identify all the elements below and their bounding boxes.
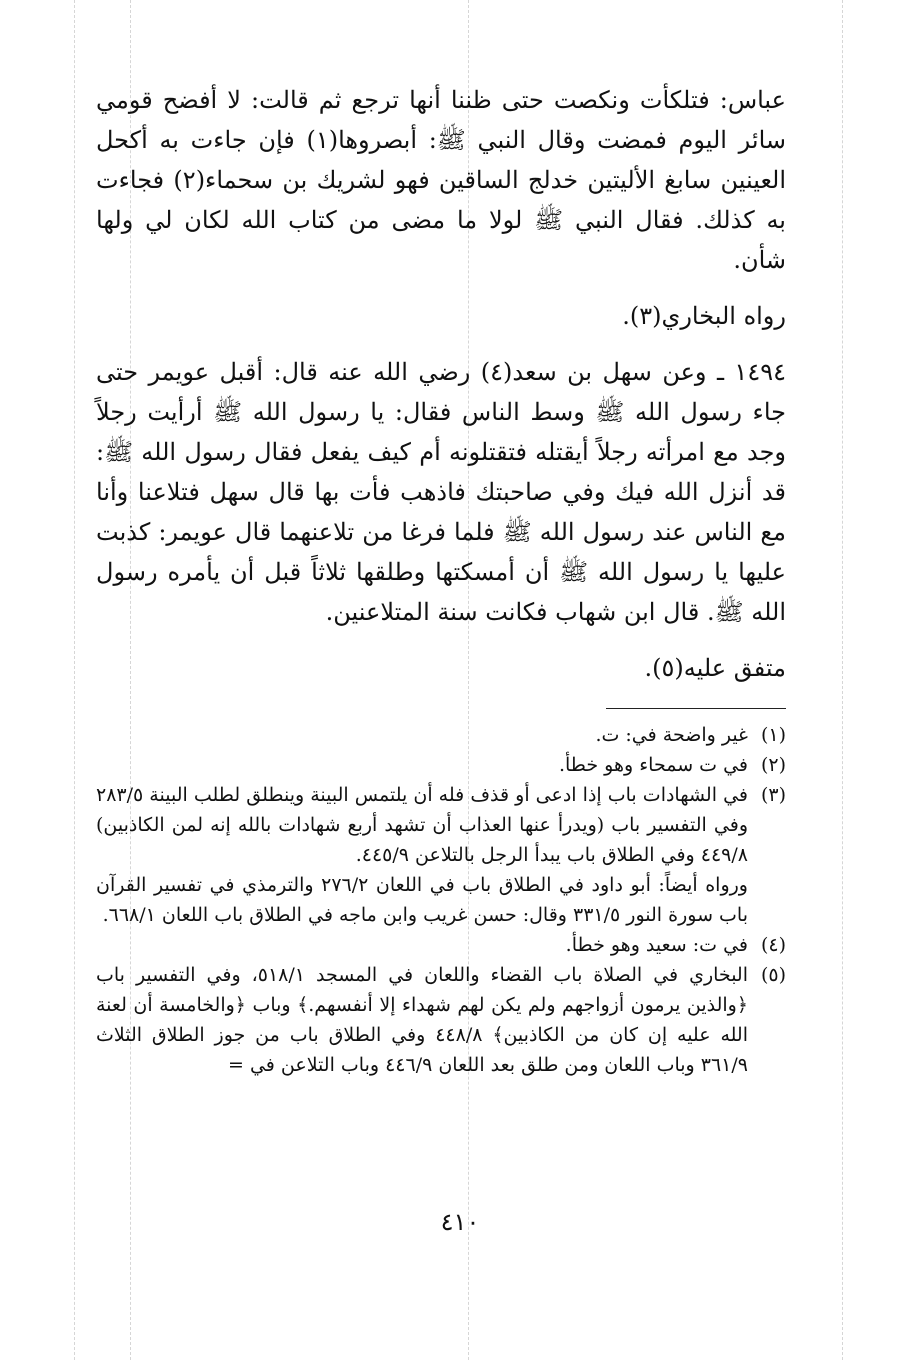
footnote-number: (١) — [760, 724, 786, 746]
main-text — [96, 80, 786, 688]
footnote-text: في ت: سعيد وهو خطأ. — [565, 934, 748, 956]
footnote-text: في الشهادات باب إذا ادعى أو قذف فله أن يلتمس البينة وينطلق لطلب البينة ٢٨٣/٥ وفي التفسير باب (ويدرأ عنها العذاب أن تشهد أربع شهادات بالله إنه لمن الكاذبين) ٤٤٩/٨ وفي الطلاق باب يبدأ الرجل بالتلاعن ٤٤٥/٩. — [96, 784, 748, 866]
hadith-paragraph: عباس: فتلكأت ونكصت حتى ظننا أنها ترجع ثم قالت: لا أفضح قومي سائر اليوم فمضت وقال النبي ﷺ: أبصروها(١) فإن جاءت به أكحل العينين سابغ الأليتين خدلج الساقين فهو لشريك بن سحماء(٢) فجاءت به كذلك. فقال النبي ﷺ لولا ما مضى من كتاب الله لكان لي ولها شأن. — [96, 86, 786, 274]
footnote — [96, 750, 786, 780]
page-number: ٤١٠ — [440, 1208, 480, 1236]
footnote-continuation — [96, 870, 786, 930]
hadith-paragraph: ١٤٩٤ ـ وعن سهل بن سعد(٤) رضي الله عنه قال: أقبل عويمر حتى جاء رسول الله ﷺ وسط الناس فقال: يا رسول الله ﷺ أرأيت رجلاً وجد مع امرأته رجلاً أيقتله فتقتلونه أم كيف يفعل فقال رسول الله ﷺ: قد أنزل الله فيك وفي صاحبتك فاذهب فأت بها قال سهل فتلاعنا وأنا مع الناس عند رسول الله ﷺ فلما فرغا من تلاعنهما قال عويمر: كذبت عليها يا رسول الله ﷺ أن أمسكتها وطلقها ثلاثاً قبل أن يأمره رسول الله ﷺ. قال ابن شهاب فكانت سنة المتلاعنين. — [96, 358, 786, 626]
footnote-number: (٤) — [760, 934, 786, 956]
margin-guide — [74, 0, 75, 1360]
footnote-text: ورواه أيضاً: أبو داود في الطلاق باب في اللعان ٢٧٦/٢ والترمذي في تفسير القرآن باب سورة النور ٣٣١/٥ وقال: حسن غريب وابن ماجه في الطلاق باب اللعان ٦٦٨/١. — [96, 874, 748, 926]
footnote — [96, 780, 786, 870]
footnote — [96, 930, 786, 960]
footnote-separator — [606, 708, 786, 709]
hadith-source: متفق عليه(٥). — [644, 654, 786, 682]
footnote — [96, 960, 786, 1080]
footnote-number: (٥) — [760, 964, 786, 986]
footnotes — [96, 720, 786, 1080]
footnote-text: في ت سمحاء وهو خطأ. — [558, 754, 748, 776]
hadith-source: رواه البخاري(٣). — [622, 302, 786, 330]
footnote-text: غير واضحة في: ت. — [595, 724, 748, 746]
footnote — [96, 720, 786, 750]
footnote-number: (٣) — [760, 784, 786, 806]
footnote-text: البخاري في الصلاة باب القضاء واللعان في المسجد ٥١٨/١، وفي التفسير باب ﴿والذين يرمون أزواجهم ولم يكن لهم شهداء إلا أنفسهم.﴾ وباب ﴿والخامسة أن لعنة الله عليه إن كان من الكاذبين﴾ ٤٤٨/٨ وفي الطلاق باب من جوز الطلاق الثلاث ٣٦١/٩ وباب اللعان ومن طلق بعد اللعان ٤٤٦/٩ وباب التلاعن في = — [96, 964, 749, 1076]
footnote-number: (٢) — [760, 754, 786, 776]
margin-guide — [842, 0, 843, 1360]
